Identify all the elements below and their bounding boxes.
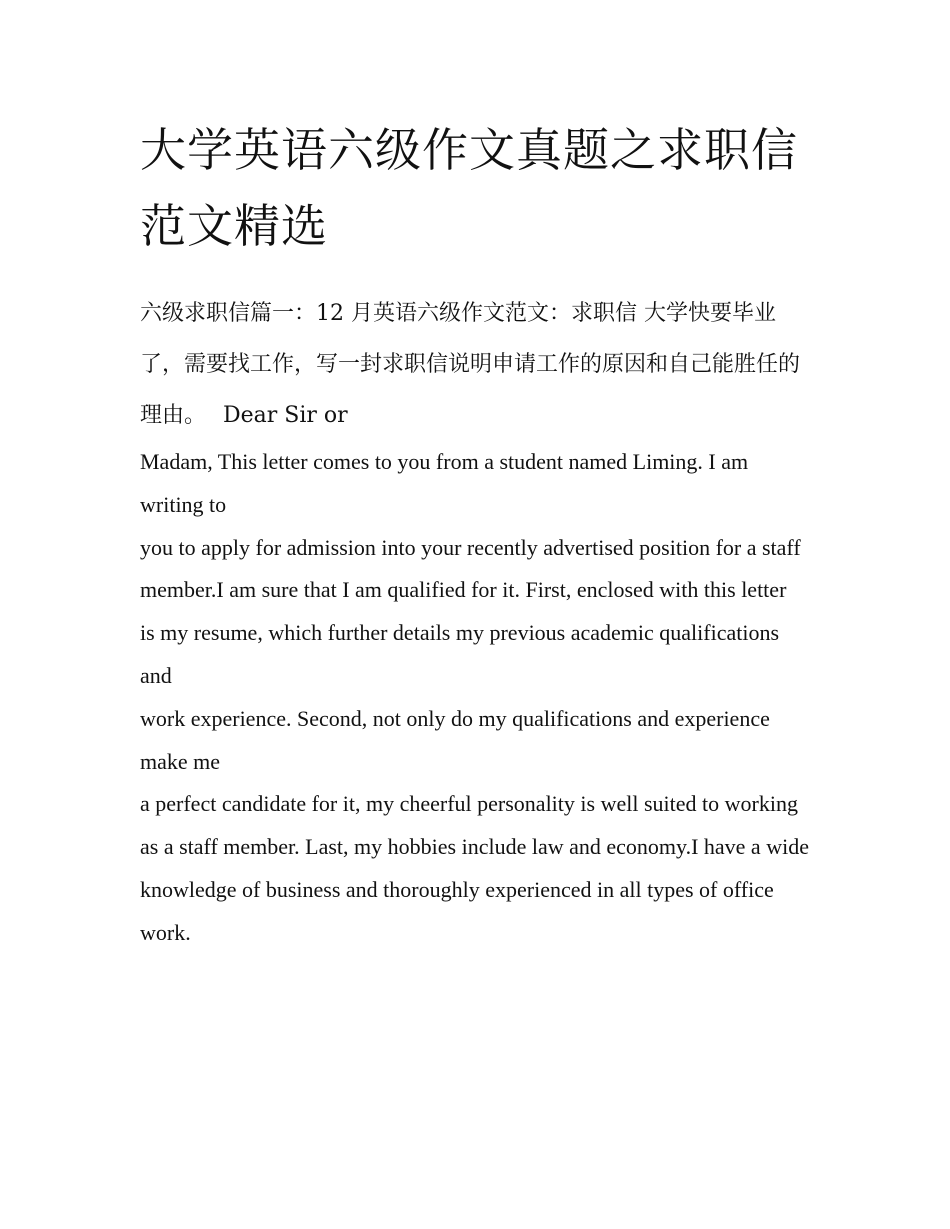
greeting-text: Dear Sir or [223, 403, 348, 428]
body-line: knowledge of business and thoroughly experienced in all types of office work. [140, 876, 774, 945]
document-page [140, 112, 812, 955]
letter-body [140, 441, 812, 955]
body-line: is my resume, which further details my previous academic qualifications and [140, 620, 780, 688]
body-line: as a staff member. Last, my hobbies include law and economy.I have a wide [140, 834, 809, 860]
body-line: a perfect candidate for it, my cheerful personality is well suited to working [140, 791, 798, 817]
document-title: 大学英语六级作文真题之求职信范文精选 [140, 123, 798, 253]
intro-paragraph [140, 288, 812, 441]
body-line: member.I am sure that I am qualified for it. First, enclosed with this letter [140, 577, 787, 603]
body-line: work experience. Second, not only do my qualifications and experience make me [140, 705, 770, 774]
body-line: you to apply for admission into your recently advertised position for a staff [140, 534, 801, 560]
body-line: Madam, This letter comes to you from a student named Liming. I am writing to [140, 449, 749, 517]
intro-text: 六级求职信篇一：12 月英语六级作文范文：求职信 大学快要毕业了，需要找工作，写一封求职信说明申请工作的原因和自己能胜任的理由。 [140, 301, 801, 428]
